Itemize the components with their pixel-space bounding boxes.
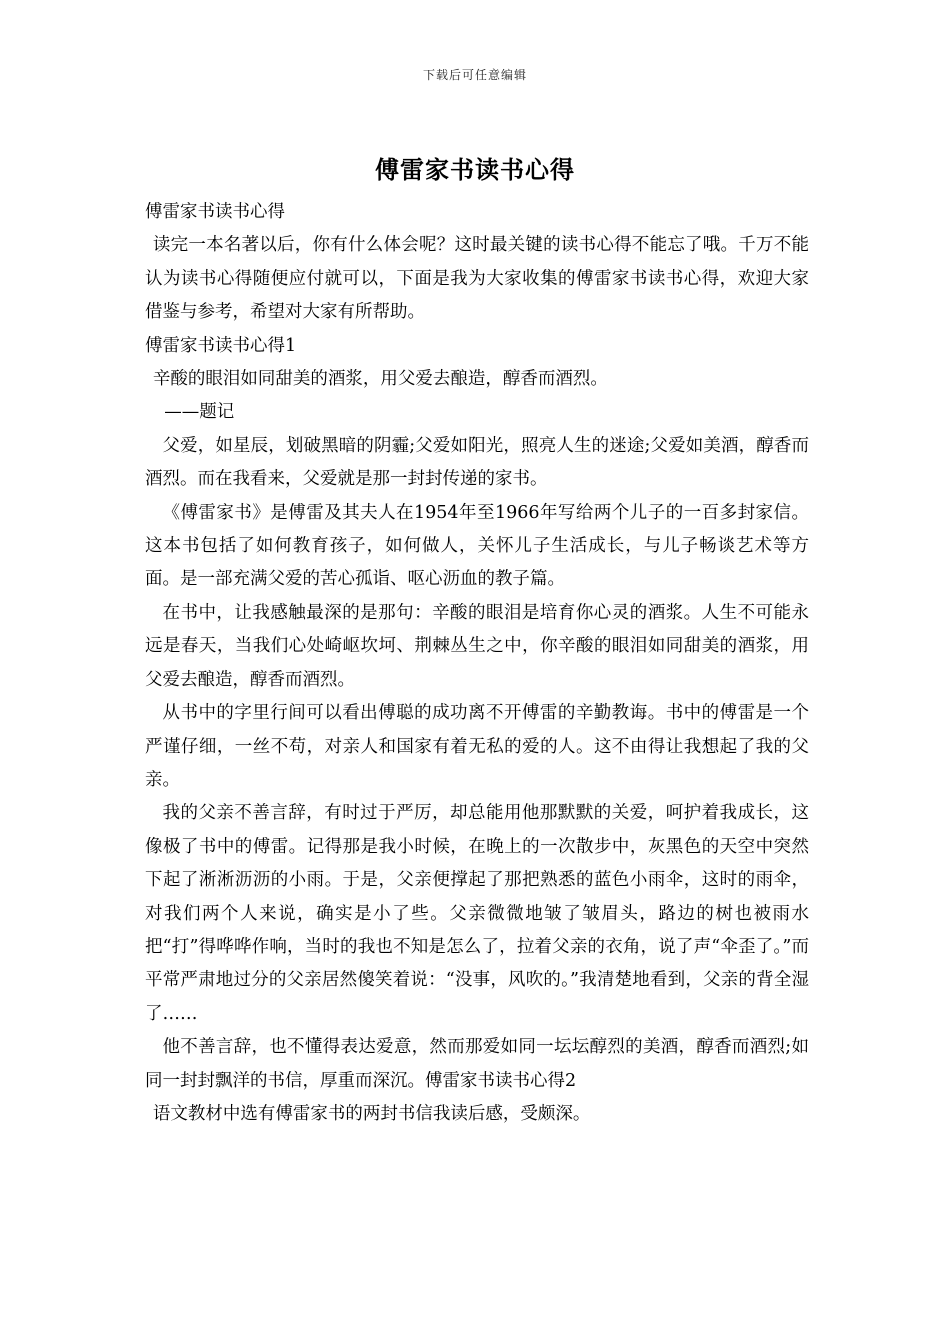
document-title: 傅雷家书读书心得 (375, 155, 575, 184)
paragraph-body: 语文教材中选有傅雷家书的两封书信我读后感，受颇深。 (152, 1103, 591, 1124)
paragraph-body: 《傅雷家书》是傅雷及其夫人在1954年至1966年写给两个儿子的一百多封家信。这本书包括了如何教育孩子，如何做人，关怀儿子生活成长，与儿子畅谈艺术等方面。是一部充满父爱的苦心孤诣、呕心沥血的教子篇。 (145, 502, 809, 590)
document-body (145, 196, 809, 1131)
paragraph-body: 他不善言辞，也不懂得表达爱意，然而那爱如同一坛坛醇烈的美酒，醇香而酒烈;如同一封封飘洋的书信，厚重而深沉。傅雷家书读书心得2 (145, 1037, 809, 1091)
paragraph-body: 在书中，让我感触最深的是那句：辛酸的眼泪是培育你心灵的酒浆。人生不可能永远是春天，当我们心处崎岖坎坷、荆棘丛生之中，你辛酸的眼泪如同甜美的酒浆，用父爱去酿造，醇香而酒烈。 (145, 602, 809, 690)
paragraph-body: 我的父亲不善言辞，有时过于严厉，却总能用他那默默的关爱，呵护着我成长，这像极了书中的傅雷。记得那是我小时候，在晚上的一次散步中，灰黑色的天空中突然下起了淅淅沥沥的小雨。于是，父亲便撑起了那把熟悉的蓝色小雨伞，这时的雨伞，对我们两个人来说，确实是小了些。父亲微微地皱了皱眉头，路边的树也被雨水把“打”得哗哗作响，当时的我也不知是怎么了，拉着父亲的衣角，说了声“伞歪了。”而平常严肃地过分的父亲居然傻笑着说：“没事，风吹的。”我清楚地看到，父亲的背全湿了…… (145, 803, 809, 1024)
paragraph-subtitle: 傅雷家书读书心得 (145, 202, 285, 222)
paragraph-epigraph: 辛酸的眼泪如同甜美的酒浆，用父爱去酿造，醇香而酒烈。 (152, 369, 608, 390)
paragraph-body: 从书中的字里行间可以看出傅聪的成功离不开傅雷的辛勤教诲。书中的傅雷是一个严谨仔细，一丝不苟，对亲人和国家有着无私的爱的人。这不由得让我想起了我的父亲。 (145, 703, 809, 790)
paragraph-intro: 读完一本名著以后，你有什么体会呢？这时最关键的读书心得不能忘了哦。千万不能认为读书心得随便应付就可以，下面是我为大家收集的傅雷家书读书心得，欢迎大家借鉴与参考，希望对大家有所帮助。 (145, 235, 809, 323)
paragraph-epigraph-label: ——题记 (164, 402, 235, 423)
section-heading-1: 傅雷家书读书心得1 (145, 335, 297, 356)
paragraph-body: 父爱，如星辰，划破黑暗的阴霾;父爱如阳光，照亮人生的迷途;父爱如美酒，醇香而酒烈。而在我看来，父爱就是那一封封传递的家书。 (145, 435, 809, 490)
header-note: 下载后可任意编辑 (422, 68, 527, 82)
